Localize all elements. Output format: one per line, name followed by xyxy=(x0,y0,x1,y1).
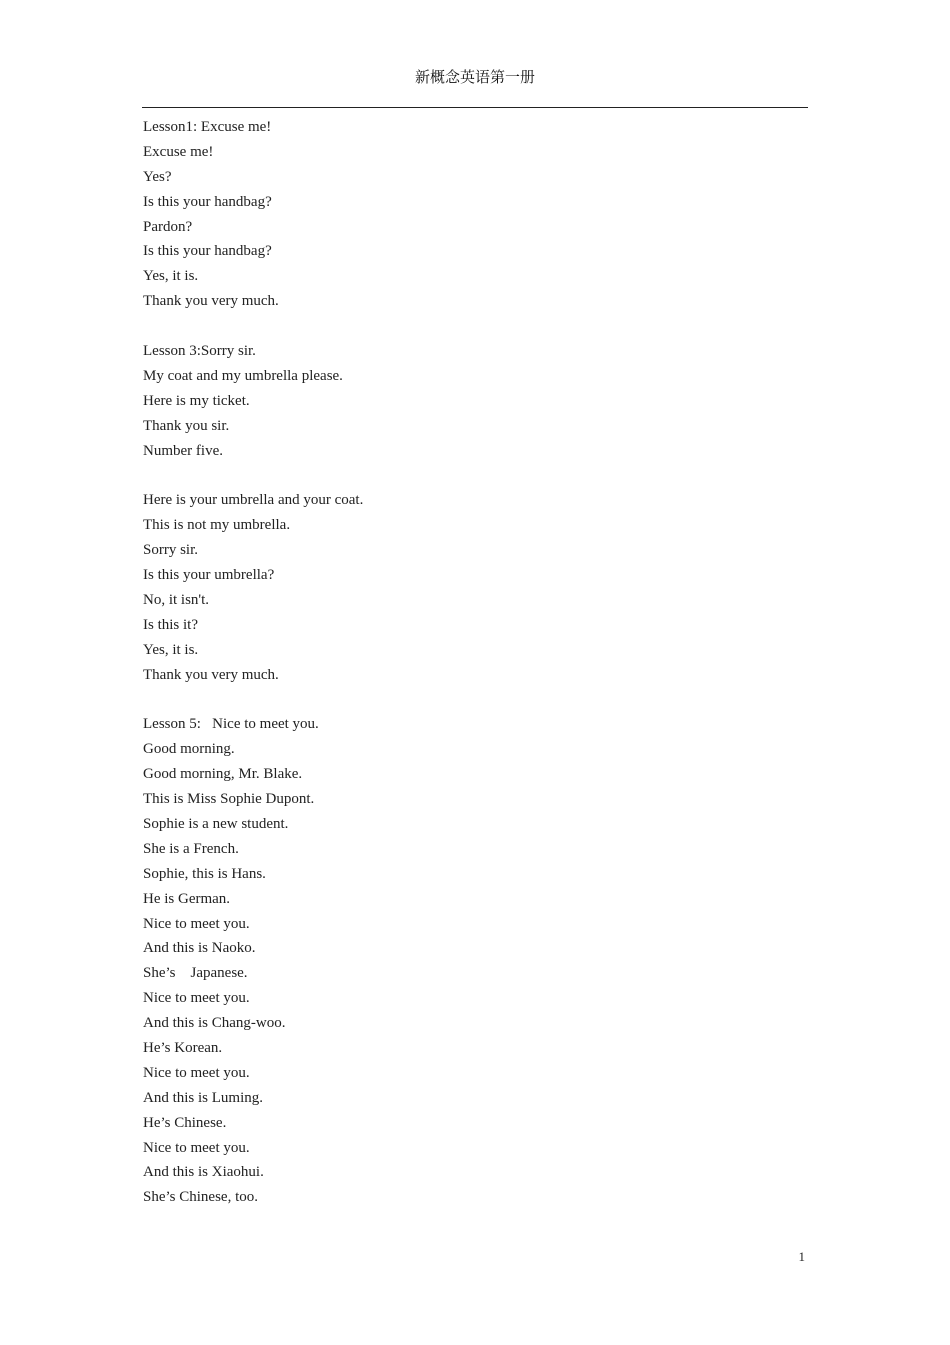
text-line: Thank you very much. xyxy=(143,666,279,683)
text-line: She is a French. xyxy=(143,840,239,857)
text-line: And this is Chang-woo. xyxy=(143,1015,286,1032)
text-line: He’s Korean. xyxy=(143,1039,223,1056)
text-line: Nice to meet you. xyxy=(143,1064,250,1081)
text-line: My coat and my umbrella please. xyxy=(143,367,343,384)
text-line: This is Miss Sophie Dupont. xyxy=(143,791,315,808)
text-line: She’s Japanese. xyxy=(143,965,248,982)
text-line: And this is Naoko. xyxy=(143,940,256,957)
text-line: Nice to meet you. xyxy=(143,990,250,1007)
text-line: Good morning. xyxy=(143,741,235,758)
text-line: Thank you very much. xyxy=(143,293,279,310)
text-line: Here is your umbrella and your coat. xyxy=(143,492,364,509)
text-line: Nice to meet you. xyxy=(143,915,250,932)
text-line: Is this it? xyxy=(143,616,198,633)
text-line: Yes, it is. xyxy=(143,641,199,658)
page-number: 1 xyxy=(798,1249,805,1264)
lesson-text-body xyxy=(143,115,803,1210)
text-line: He’s Chinese. xyxy=(143,1114,227,1131)
blank-line xyxy=(143,314,803,339)
text-line: Pardon? xyxy=(143,218,193,235)
text-line: He is German. xyxy=(143,890,231,907)
text-line: Sophie, this is Hans. xyxy=(143,865,266,882)
text-line: Lesson 5: Nice to meet you. xyxy=(143,716,319,733)
text-line: And this is Luming. xyxy=(143,1089,264,1106)
text-line: Lesson 3:Sorry sir. xyxy=(143,343,256,360)
text-line: Sophie is a new student. xyxy=(143,815,289,832)
text-line: This is not my umbrella. xyxy=(143,517,291,534)
blank-line xyxy=(143,687,803,712)
header-divider xyxy=(142,107,808,108)
text-line: Is this your handbag? xyxy=(143,243,272,260)
text-line: Yes? xyxy=(143,168,172,185)
text-line: Is this your umbrella? xyxy=(143,567,275,584)
text-line: Lesson1: Excuse me! xyxy=(143,119,272,135)
text-line: Thank you sir. xyxy=(143,417,230,434)
text-line: Sorry sir. xyxy=(143,542,199,559)
page-header-title: 新概念英语第一册 xyxy=(414,68,535,86)
text-line: Number five. xyxy=(143,442,223,459)
text-line: Yes, it is. xyxy=(143,268,199,285)
text-line: Good morning, Mr. Blake. xyxy=(143,766,303,783)
text-line: She’s Chinese, too. xyxy=(143,1189,258,1206)
blank-line xyxy=(143,463,803,488)
text-line: Excuse me! xyxy=(143,143,214,160)
text-line: And this is Xiaohui. xyxy=(143,1164,264,1181)
text-line: Here is my ticket. xyxy=(143,392,250,409)
text-line: Nice to meet you. xyxy=(143,1139,250,1156)
text-line: Is this your handbag? xyxy=(143,193,272,210)
text-line: No, it isn't. xyxy=(143,591,210,608)
